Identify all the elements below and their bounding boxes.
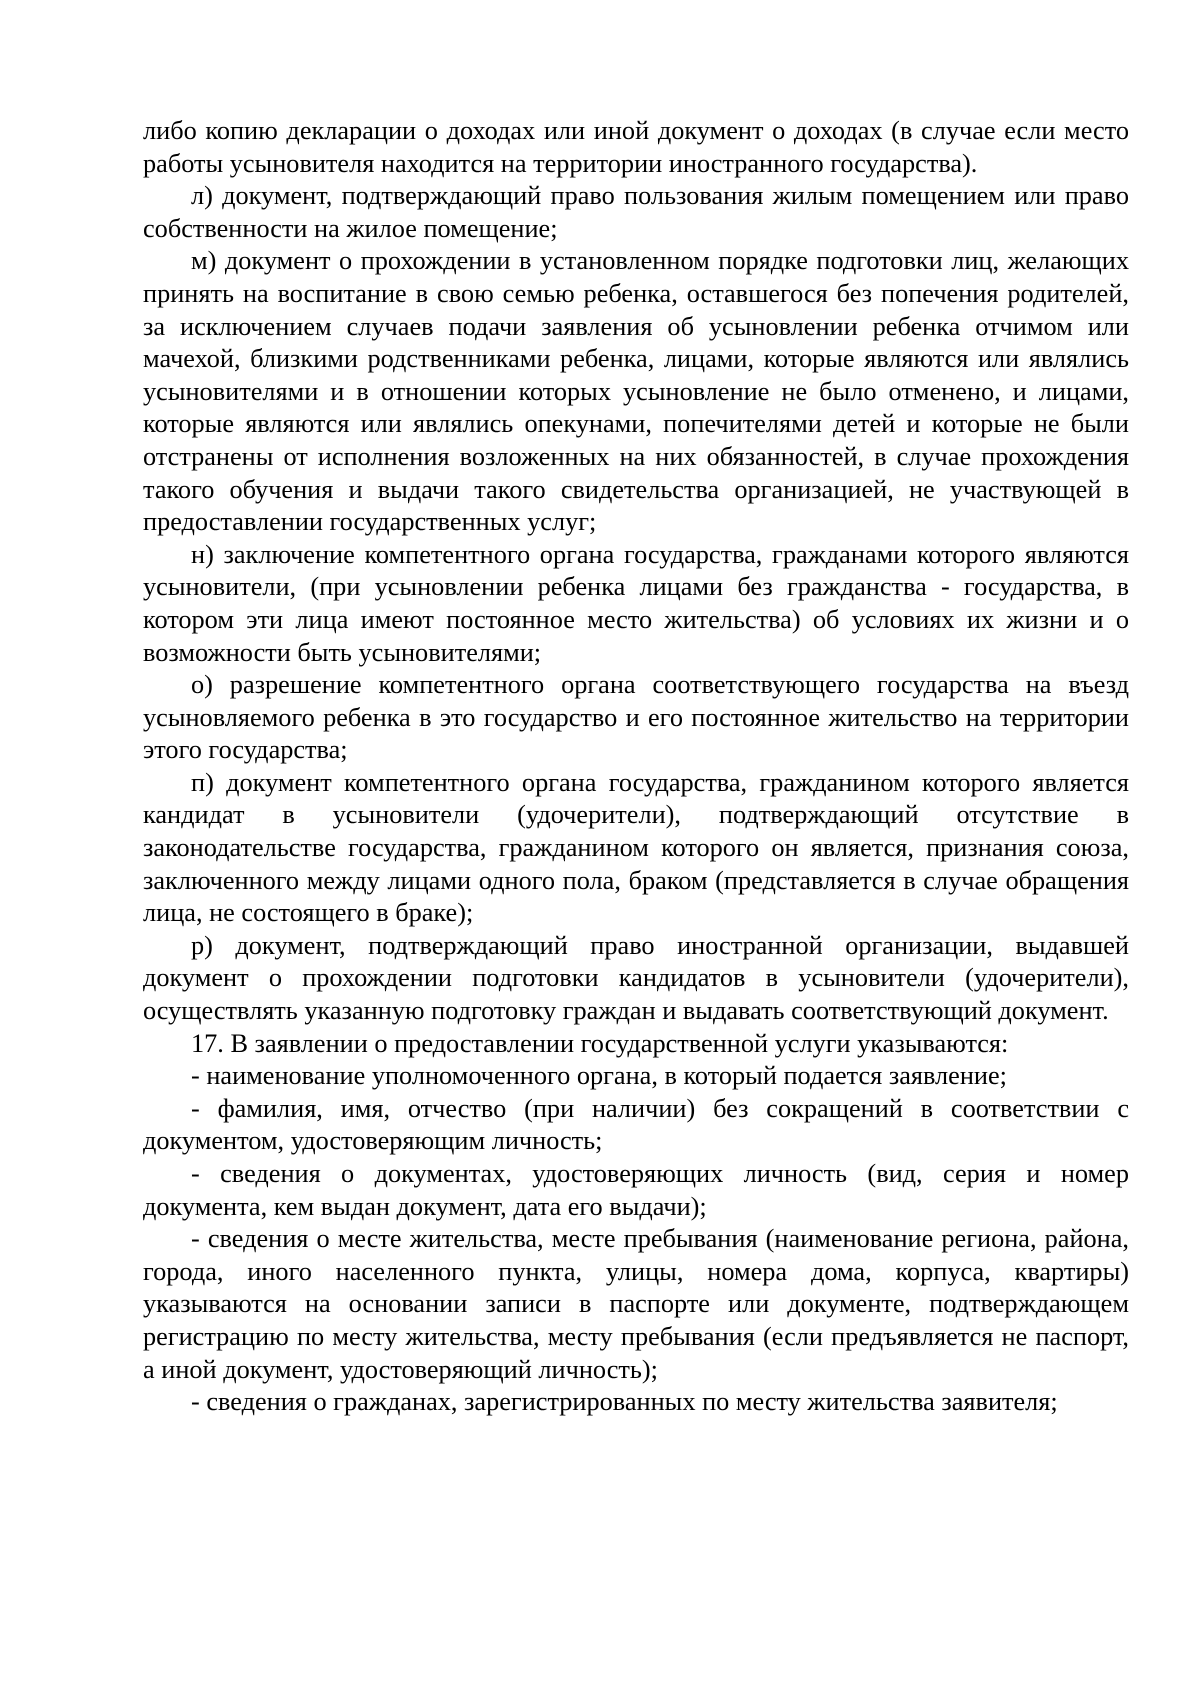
- paragraph-item-l: л) документ, подтверждающий право пользования жилым помещением или право собственности на жилое помещение;: [143, 181, 1129, 243]
- list-item-registered-citizens: - сведения о гражданах, зарегистрированных по месту жительства заявителя;: [191, 1387, 1058, 1417]
- list-item-residence-info: - сведения о месте жительства, месте пребывания (наименование региона, района, города, иного населенного пункта, улицы, номера дома, корпуса, квартиры) указываются на основании записи в паспорте или документе, подтверждающем регистрацию по месту жительства, месту пребывания (если предъявляется не паспорт, а иной документ, удостоверяющий личность);: [143, 1224, 1129, 1384]
- paragraph-item-m: м) документ о прохождении в установленном порядке подготовки лиц, желающих принять на воспитание в свою семью ребенка, оставшегося без попечения родителей, за исключением случаев подачи заявления об усыновлении ребенка отчимом или мачехой, близкими родственниками ребенка, лицами, которые являются или являлись усыновителями и в отношении которых усыновление не было отменено, и лицами, которые являются или являлись опекунами, попечителями детей и которые не были отстранены от исполнения возложенных на них обязанностей, в случае прохождения такого обучения и выдачи такого свидетельства организацией, не участвующей в предоставлении государственных услуг;: [143, 246, 1129, 537]
- paragraph-income-declaration-continuation: либо копию декларации о доходах или иной документ о доходах (в случае если место работы усыновителя находится на территории иностранного государства).: [143, 116, 1129, 178]
- paragraph-item-r: р) документ, подтверждающий право иностранной организации, выдавшей документ о прохождении подготовки кандидатов в усыновители (удочерители), осуществлять указанную подготовку граждан и выдавать соответствующий документ.: [143, 930, 1129, 1026]
- list-item-authority-name: - наименование уполномоченного органа, в который подается заявление;: [191, 1061, 1007, 1091]
- paragraph-clause-17: 17. В заявлении о предоставлении государственной услуги указываются:: [191, 1028, 1009, 1058]
- document-body: [143, 115, 1129, 1419]
- list-item-identity-documents: - сведения о документах, удостоверяющих личность (вид, серия и номер документа, кем выдан документ, дата его выдачи);: [143, 1159, 1129, 1221]
- paragraph-item-o: о) разрешение компетентного органа соответствующего государства на въезд усыновляемого ребенка в это государство и его постоянное жительство на территории этого государства;: [143, 670, 1129, 765]
- paragraph-item-p: п) документ компетентного органа государства, гражданином которого является кандидат в усыновители (удочерители), подтверждающий отсутствие в законодательстве государства, гражданином которого он является, признания союза, заключенного между лицами одного пола, браком (представляется в случае обращения лица, не состоящего в браке);: [143, 767, 1129, 928]
- list-item-full-name: - фамилия, имя, отчество (при наличии) без сокращений в соответствии с документом, удостоверяющим личность;: [143, 1093, 1129, 1156]
- paragraph-item-n: н) заключение компетентного органа государства, гражданами которого являются усыновители, (при усыновлении ребенка лицами без гражданства - государства, в котором эти лица имеют постоянное место жительства) об условиях их жизни и о возможности быть усыновителями;: [143, 539, 1129, 667]
